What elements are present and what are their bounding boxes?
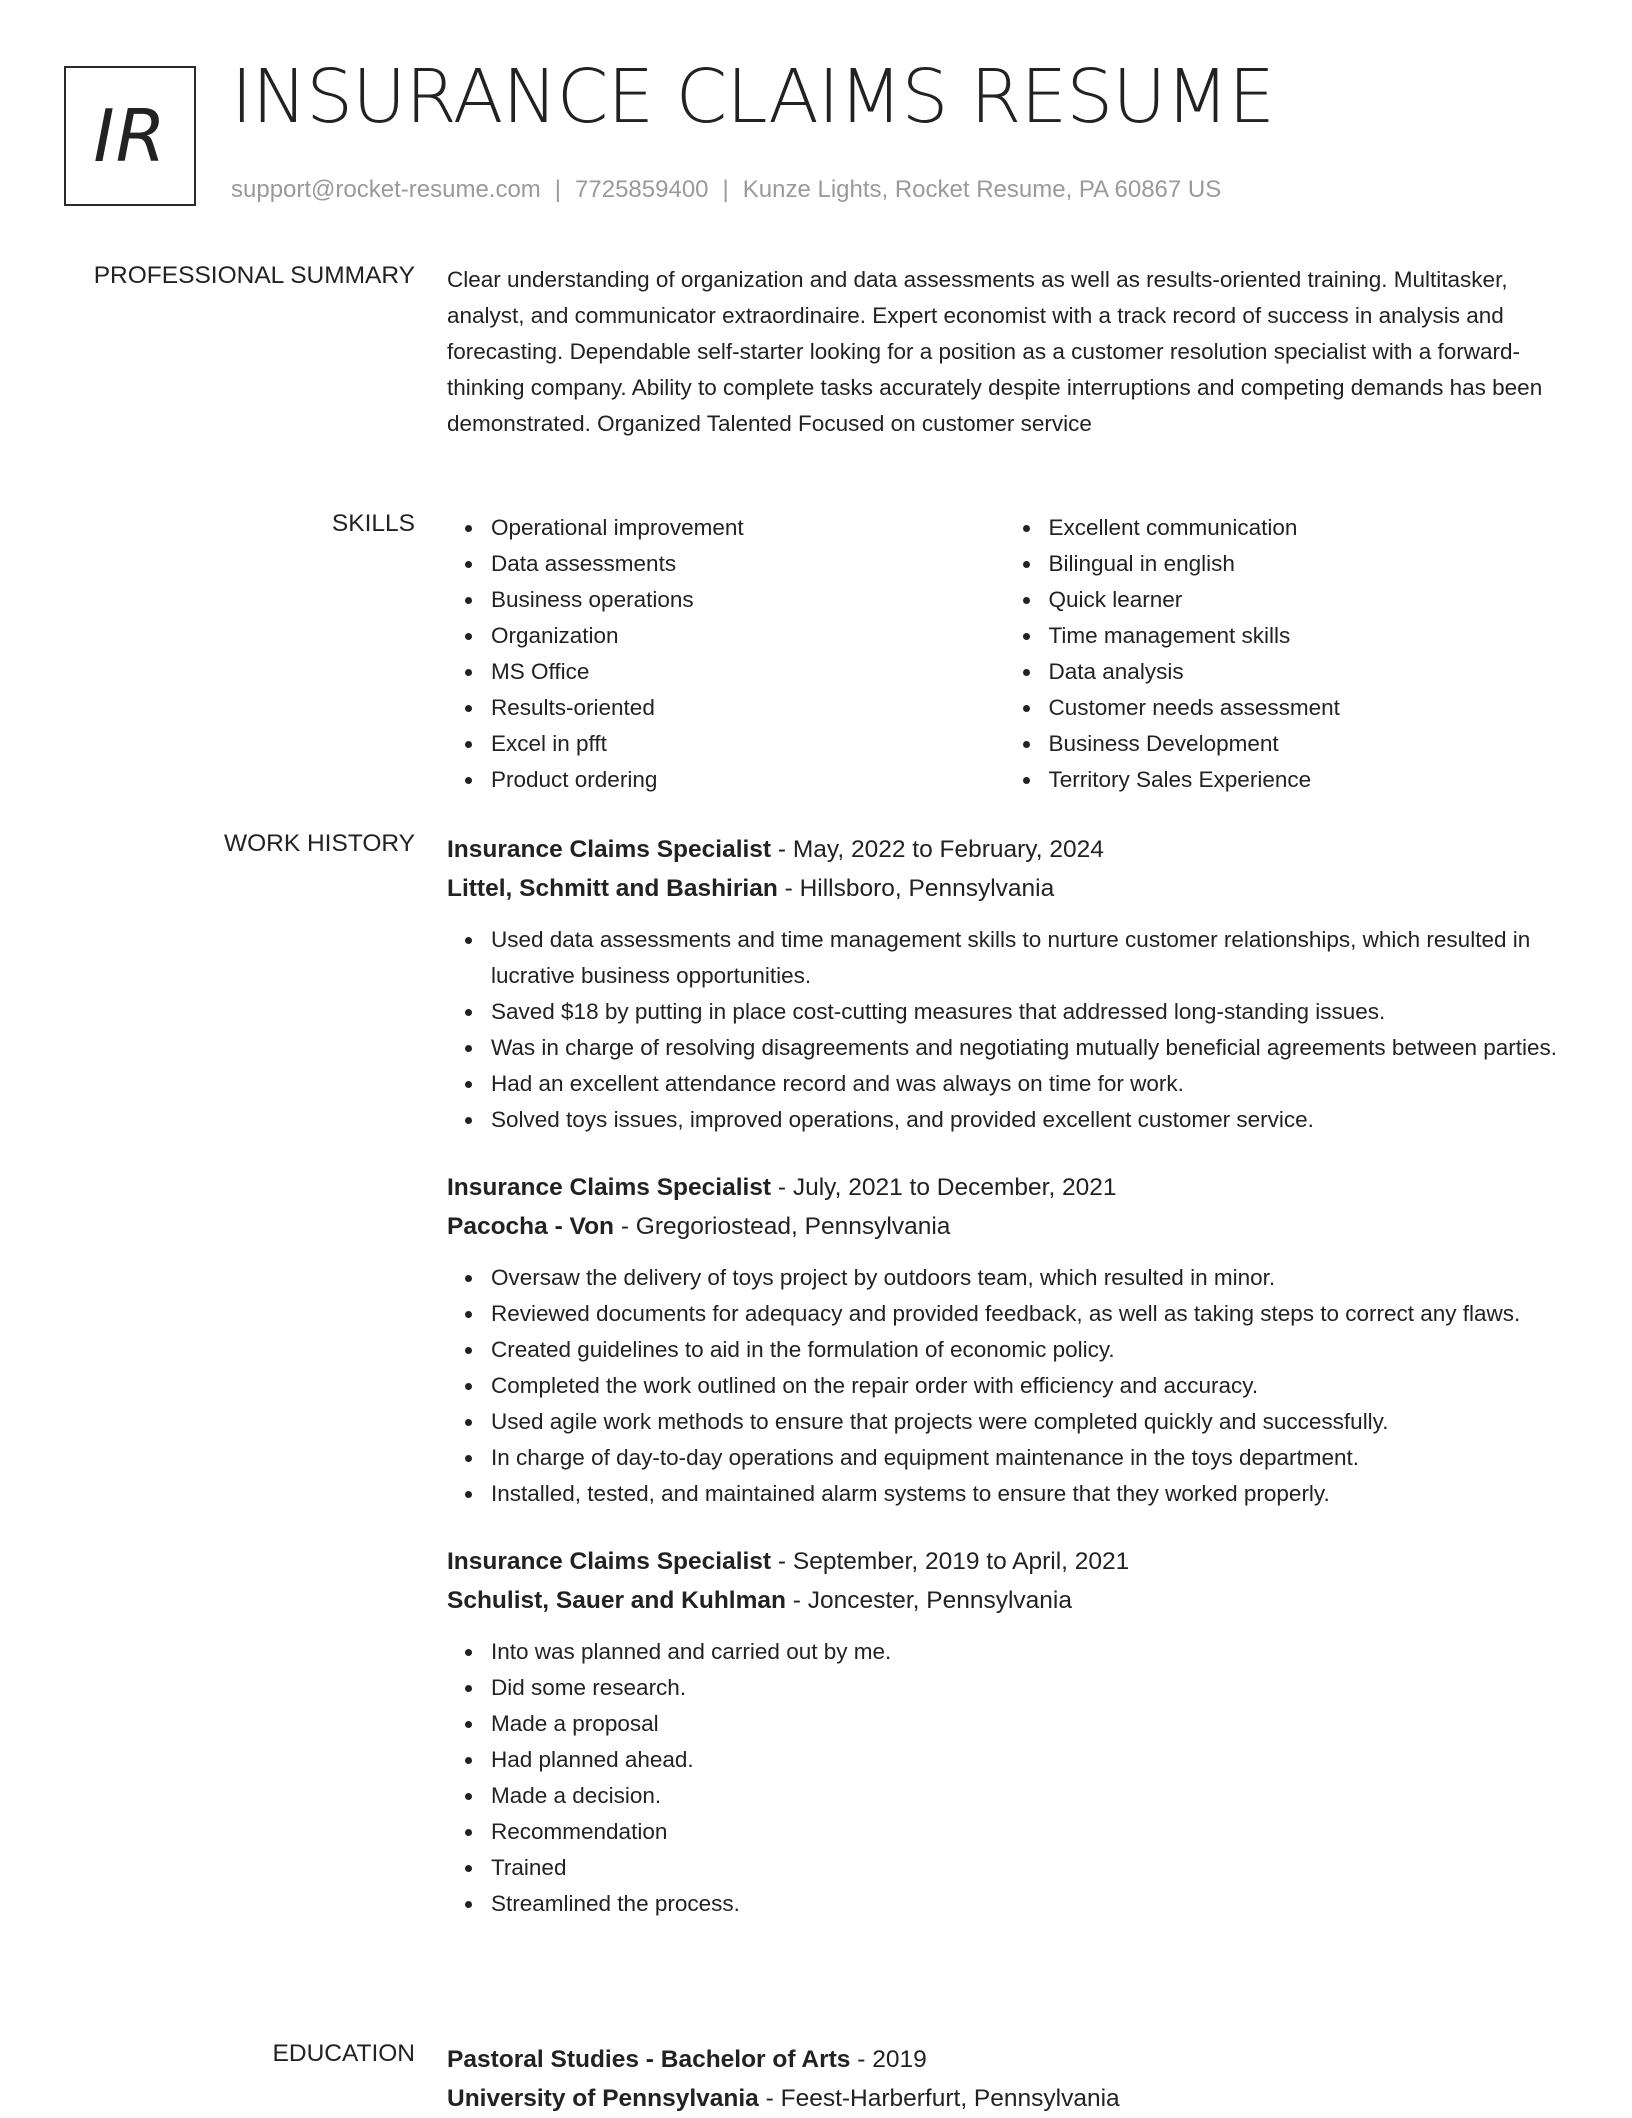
summary-heading: PROFESSIONAL SUMMARY (93, 262, 415, 289)
job-duty-item: Trained (491, 1850, 1562, 1886)
education-location: - Feest-Harberfurt, Pennsylvania (758, 2085, 1120, 2112)
monogram-box (64, 66, 196, 206)
skill-item: Operational improvement (491, 510, 1005, 546)
job-company: Schulist, Sauer and Kuhlman (447, 1587, 786, 1614)
education-year: - 2019 (850, 2046, 927, 2073)
education-heading: EDUCATION (272, 2040, 415, 2067)
skill-item: Results-oriented (491, 690, 1005, 726)
skill-item: Business Development (1049, 726, 1563, 762)
contact-phone[interactable]: 7725859400 (575, 176, 709, 203)
resume-title: INSURANCE CLAIMS RESUME (231, 54, 1274, 140)
education-degree-line (447, 2040, 1562, 2079)
skill-item: Time management skills (1049, 618, 1563, 654)
job-dates: - July, 2021 to December, 2021 (771, 1174, 1117, 1201)
job-entry (447, 1542, 1562, 1922)
education-body (447, 2040, 1562, 2118)
job-duties-list (447, 1260, 1562, 1512)
job-company-line (447, 1581, 1562, 1620)
job-duty-item: Made a decision. (491, 1778, 1562, 1814)
job-title-line (447, 1168, 1562, 1207)
job-duty-item: Was in charge of resolving disagreements and negotiating mutually beneficial agreements between parties. (491, 1030, 1562, 1066)
education-school-line (447, 2079, 1562, 2118)
job-duty-item: Streamlined the process. (491, 1886, 1562, 1922)
skill-item: Organization (491, 618, 1005, 654)
job-dates: - May, 2022 to February, 2024 (771, 836, 1104, 863)
job-company-line (447, 869, 1562, 908)
job-duty-item: Solved toys issues, improved operations, and provided excellent customer service. (491, 1102, 1562, 1138)
job-duty-item: Oversaw the delivery of toys project by outdoors team, which resulted in minor. (491, 1260, 1562, 1296)
work-history-body (447, 830, 1562, 1952)
contact-separator: | (554, 176, 562, 203)
job-duties-list (447, 922, 1562, 1138)
contact-line (231, 176, 1221, 204)
job-duty-item: Created guidelines to aid in the formulation of economic policy. (491, 1332, 1562, 1368)
skill-item: Excel in pfft (491, 726, 1005, 762)
job-duty-item: Recommendation (491, 1814, 1562, 1850)
job-title: Insurance Claims Specialist (447, 1174, 772, 1201)
job-duty-item: Had planned ahead. (491, 1742, 1562, 1778)
skill-item: Business operations (491, 582, 1005, 618)
skill-item: Data analysis (1049, 654, 1563, 690)
job-duty-item: In charge of day-to-day operations and equipment maintenance in the toys department. (491, 1440, 1562, 1476)
job-duty-item: Did some research. (491, 1670, 1562, 1706)
job-company: Pacocha - Von (447, 1213, 615, 1240)
skill-item: Product ordering (491, 762, 1005, 798)
job-dates: - September, 2019 to April, 2021 (771, 1548, 1130, 1575)
job-duty-item: Completed the work outlined on the repair order with efficiency and accuracy. (491, 1368, 1562, 1404)
skills-body (447, 510, 1562, 798)
job-title: Insurance Claims Specialist (447, 836, 772, 863)
job-duty-item: Reviewed documents for adequacy and provided feedback, as well as taking steps to correct any flaws. (491, 1296, 1562, 1332)
job-duty-item: Installed, tested, and maintained alarm systems to ensure that they worked properly. (491, 1476, 1562, 1512)
summary-body (447, 262, 1562, 442)
job-duty-item: Made a proposal (491, 1706, 1562, 1742)
contact-address: Kunze Lights, Rocket Resume, PA 60867 US (742, 176, 1222, 203)
job-title-line (447, 830, 1562, 869)
contact-email[interactable]: support@rocket-resume.com (231, 176, 541, 203)
job-title: Insurance Claims Specialist (447, 1548, 772, 1575)
job-duty-item: Had an excellent attendance record and was always on time for work. (491, 1066, 1562, 1102)
job-entry (447, 830, 1562, 1138)
education-degree: Pastoral Studies - Bachelor of Arts (447, 2046, 851, 2073)
work-history-heading: WORK HISTORY (223, 830, 415, 857)
education-school: University of Pennsylvania (447, 2085, 759, 2112)
job-duty-item: Used data assessments and time management skills to nurture customer relationships, which resulted in lucrative business opportunities. (491, 922, 1562, 994)
job-entry (447, 1168, 1562, 1512)
job-company-line (447, 1207, 1562, 1246)
skills-list-right (1005, 510, 1563, 798)
job-location: - Joncester, Pennsylvania (785, 1587, 1072, 1614)
skills-heading: SKILLS (331, 510, 415, 537)
skill-item: MS Office (491, 654, 1005, 690)
skill-item: Bilingual in english (1049, 546, 1563, 582)
job-duty-item: Saved $18 by putting in place cost-cutting measures that addressed long-standing issues. (491, 994, 1562, 1030)
skill-item: Territory Sales Experience (1049, 762, 1563, 798)
job-title-line (447, 1542, 1562, 1581)
job-location: - Hillsboro, Pennsylvania (777, 875, 1055, 902)
contact-separator: | (722, 176, 729, 203)
summary-text: Clear understanding of organization and data assessments as well as results-oriented training. Multitasker, analyst, and communicator extraordinaire. Expert economist with a track record of success in analysis and forecasting. Dependable self-starter looking for a position as a customer resolution specialist with a forward-thinking company. Ability to complete tasks accurately despite interruptions and competing demands has been demonstrated. Organized Talented Focused on customer service (447, 267, 1543, 436)
skill-item: Quick learner (1049, 582, 1563, 618)
job-duties-list (447, 1634, 1562, 1922)
job-company: Littel, Schmitt and Bashirian (447, 875, 778, 902)
job-duty-item: Into was planned and carried out by me. (491, 1634, 1562, 1670)
skill-item: Excellent communication (1049, 510, 1563, 546)
job-location: - Gregoriostead, Pennsylvania (614, 1213, 951, 1240)
monogram-initials: IR (93, 94, 167, 178)
skill-item: Data assessments (491, 546, 1005, 582)
skill-item: Customer needs assessment (1049, 690, 1563, 726)
skills-list-left (447, 510, 1005, 798)
job-duty-item: Used agile work methods to ensure that projects were completed quickly and successfully. (491, 1404, 1562, 1440)
